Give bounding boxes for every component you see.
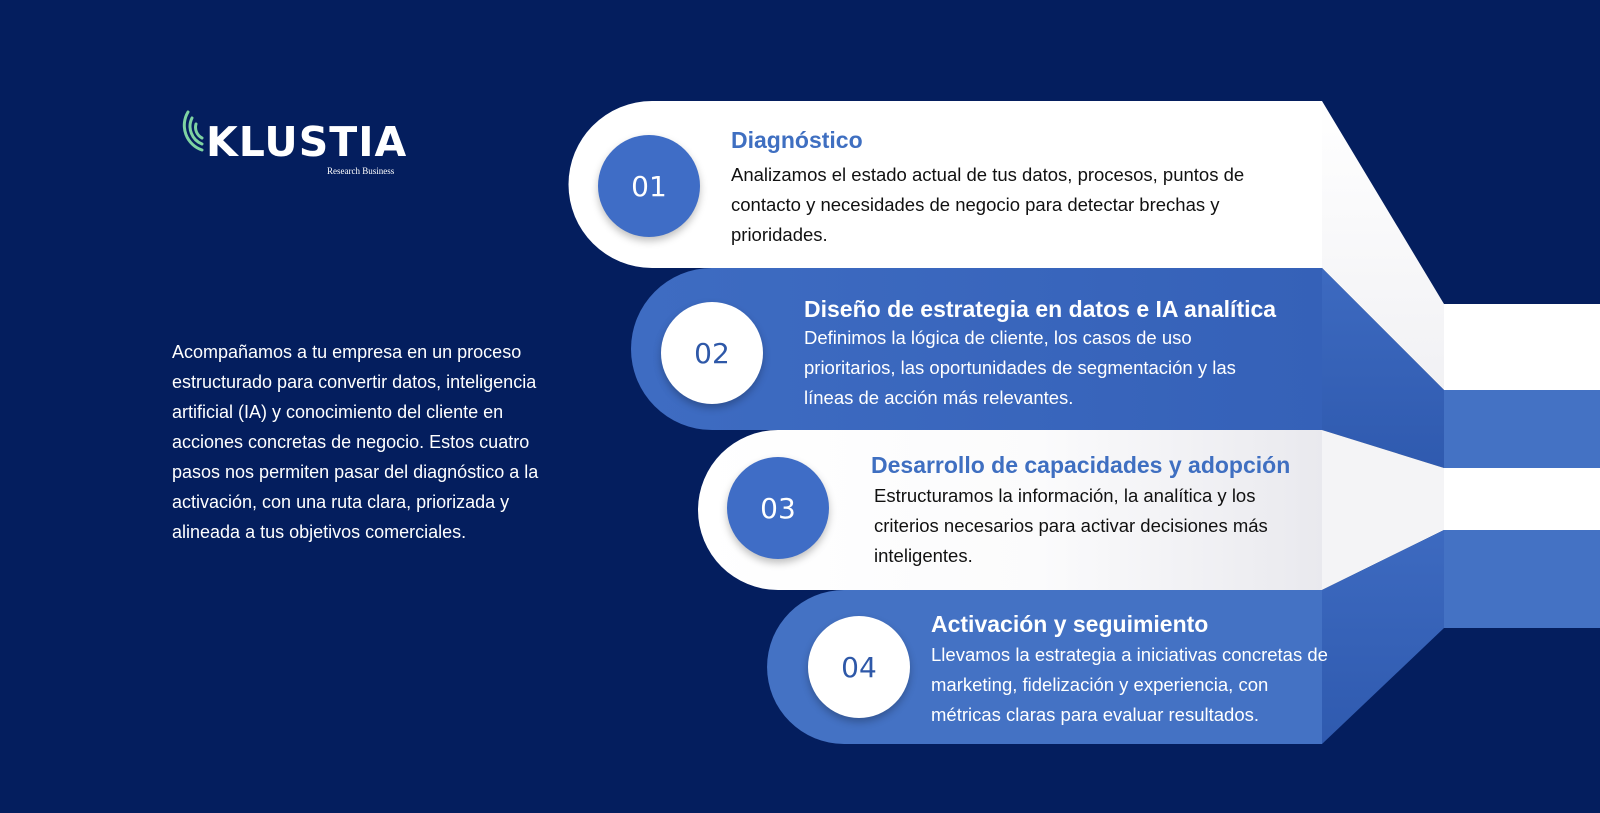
- step-description: Analizamos el estado actual de tus datos, procesos, puntos de contacto y necesidades de negocio para detectar brechas y prioridades.: [731, 164, 1245, 245]
- band-extension-white-2: [1444, 468, 1600, 530]
- band-extension-blue: [1444, 390, 1600, 468]
- band-extension-blue-2: [1444, 530, 1600, 628]
- step-title: Diagnóstico: [731, 127, 863, 153]
- intro-text: Acompañamos a tu empresa en un proceso estructurado para convertir datos, inteligencia artificial (IA) y conocimiento del cliente en acciones concretas de negocio. Estos cuatro pasos nos permiten pasar del diagnóstico a la activación, con una ruta clara, priorizada y alineada a tus objetivos comerciales.: [172, 342, 539, 542]
- step-description: Definimos la lógica de cliente, los casos de uso prioritarios, las oportunidades de segmentación y las líneas de acción más relevantes.: [804, 327, 1236, 408]
- brand-logo: [172, 104, 412, 184]
- step-title: Desarrollo de capacidades y adopción: [871, 452, 1291, 478]
- step-title: Activación y seguimiento: [931, 611, 1209, 637]
- step-number-badge: 01: [598, 135, 700, 237]
- band-extension-white: [1444, 304, 1600, 390]
- step-title: Diseño de estrategia en datos e IA analítica: [804, 296, 1277, 322]
- step-number-badge: 03: [727, 457, 829, 559]
- brand-tagline: Research Business: [327, 166, 395, 176]
- step-number-badge: 02: [661, 302, 763, 404]
- step-description: Estructuramos la información, la analítica y los criterios necesarios para activar decisiones más inteligentes.: [874, 485, 1268, 566]
- step-description: Llevamos la estrategia a iniciativas concretas de marketing, fidelización y experiencia, con métricas claras para evaluar resultados.: [931, 644, 1328, 725]
- step-number-badge: 04: [808, 616, 910, 718]
- brand-name: KLUSTIA: [206, 118, 408, 166]
